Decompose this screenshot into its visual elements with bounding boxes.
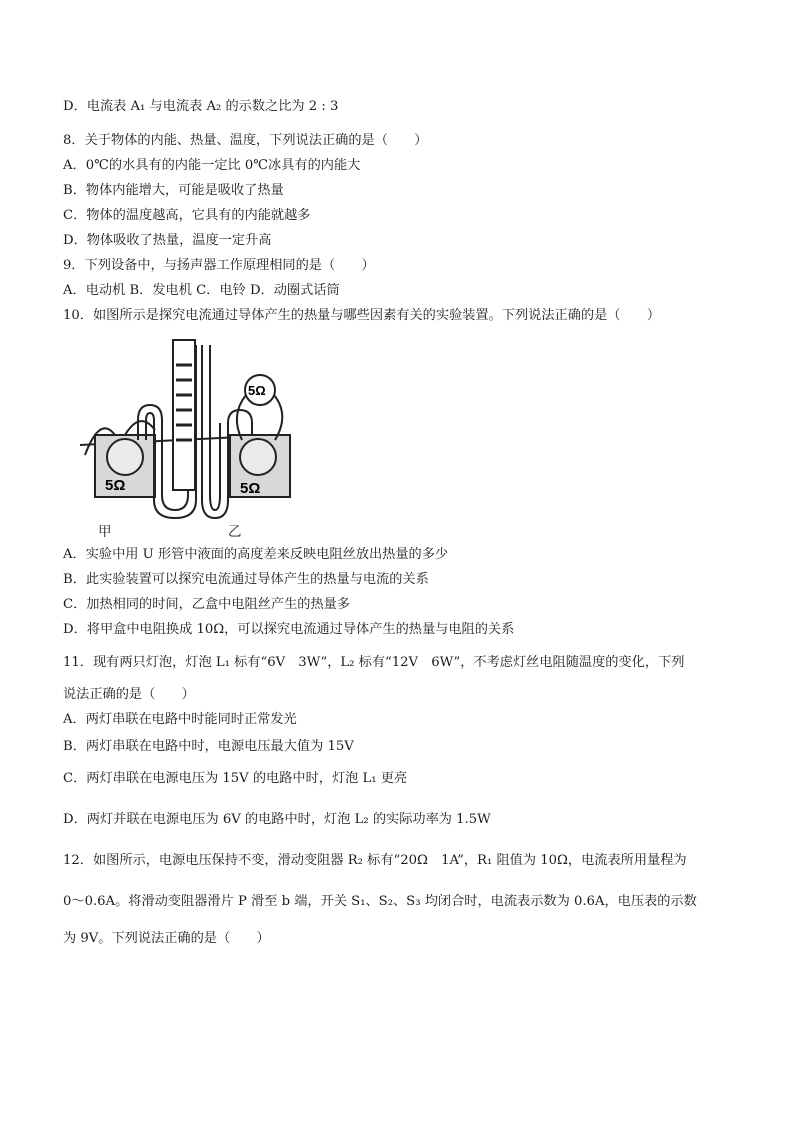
q12-stem-cont1: 0～0.6A。将滑动变阻器滑片 P 滑至 b 端，开关 S₁、S₂、S₃ 均闭合时，电流表示数为 0.6A，电压表的示数	[63, 894, 697, 909]
q10-stem: 10．如图所示是探究电流通过导体产生的热量与哪些因素有关的实验装置。下列说法正确的是（ ）	[63, 308, 661, 323]
q11-option-a: A．两灯串联在电路中时能同时正常发光	[63, 712, 297, 727]
q8-option-d: D．物体吸收了热量，温度一定升高	[63, 233, 272, 248]
left-resistor-label: 5Ω	[105, 477, 126, 494]
q11-stem: 11．现有两只灯泡，灯泡 L₁ 标有“6V 3W”，L₂ 标有“12V 6W”，不考虑灯丝电阻随温度的变化，下列	[63, 655, 685, 670]
q8-option-a: A．0℃的水具有的内能一定比 0℃冰具有的内能大	[63, 158, 361, 173]
q11-option-d: D．两灯并联在电源电压为 6V 的电路中时，灯泡 L₂ 的实际功率为 1.5W	[63, 812, 491, 827]
q9-stem: 9．下列设备中，与扬声器工作原理相同的是（ ）	[63, 258, 375, 273]
q8-stem: 8．关于物体的内能、热量、温度，下列说法正确的是（ ）	[63, 133, 428, 148]
q8-option-b: B．物体内能增大，可能是吸收了热量	[63, 183, 284, 198]
q12-stem: 12．如图所示，电源电压保持不变，滑动变阻器 R₂ 标有“20Ω 1A”，R₁ 阻值为 10Ω，电流表所用量程为	[63, 853, 687, 868]
q10-option-c: C．加热相同的时间，乙盒中电阻丝产生的热量多	[63, 597, 351, 612]
q11-stem-cont: 说法正确的是（ ）	[63, 687, 195, 702]
q10-option-a: A．实验中用 U 形管中液面的高度差来反映电阻丝放出热量的多少	[63, 547, 449, 562]
q10-option-d: D．将甲盒中电阻换成 10Ω，可以探究电流通过导体产生的热量与电阻的关系	[63, 622, 515, 637]
q8-option-c: C．物体的温度越高，它具有的内能就越多	[63, 208, 311, 223]
q12-stem-cont2: 为 9V。下列说法正确的是（ ）	[63, 931, 270, 946]
q10-option-b: B．此实验装置可以探究电流通过导体产生的热量与电流的关系	[63, 572, 429, 587]
q11-option-c: C．两灯串联在电源电压为 15V 的电路中时，灯泡 L₁ 更亮	[63, 771, 408, 786]
top-resistor-label: 5Ω	[248, 383, 266, 398]
apparatus-diagram	[80, 335, 300, 545]
q9-options: A．电动机 B．发电机 C．电铃 D．动圈式话筒	[63, 283, 340, 298]
q11-option-b: B．两灯串联在电路中时，电源电压最大值为 15V	[63, 739, 354, 754]
q7-option-d: D．电流表 A₁ 与电流表 A₂ 的示数之比为 2 : 3	[63, 99, 339, 114]
caption-jia: 甲	[98, 524, 112, 540]
right-resistor-label: 5Ω	[240, 480, 261, 497]
caption-yi: 乙	[228, 524, 242, 540]
experiment-apparatus-figure	[80, 335, 300, 545]
